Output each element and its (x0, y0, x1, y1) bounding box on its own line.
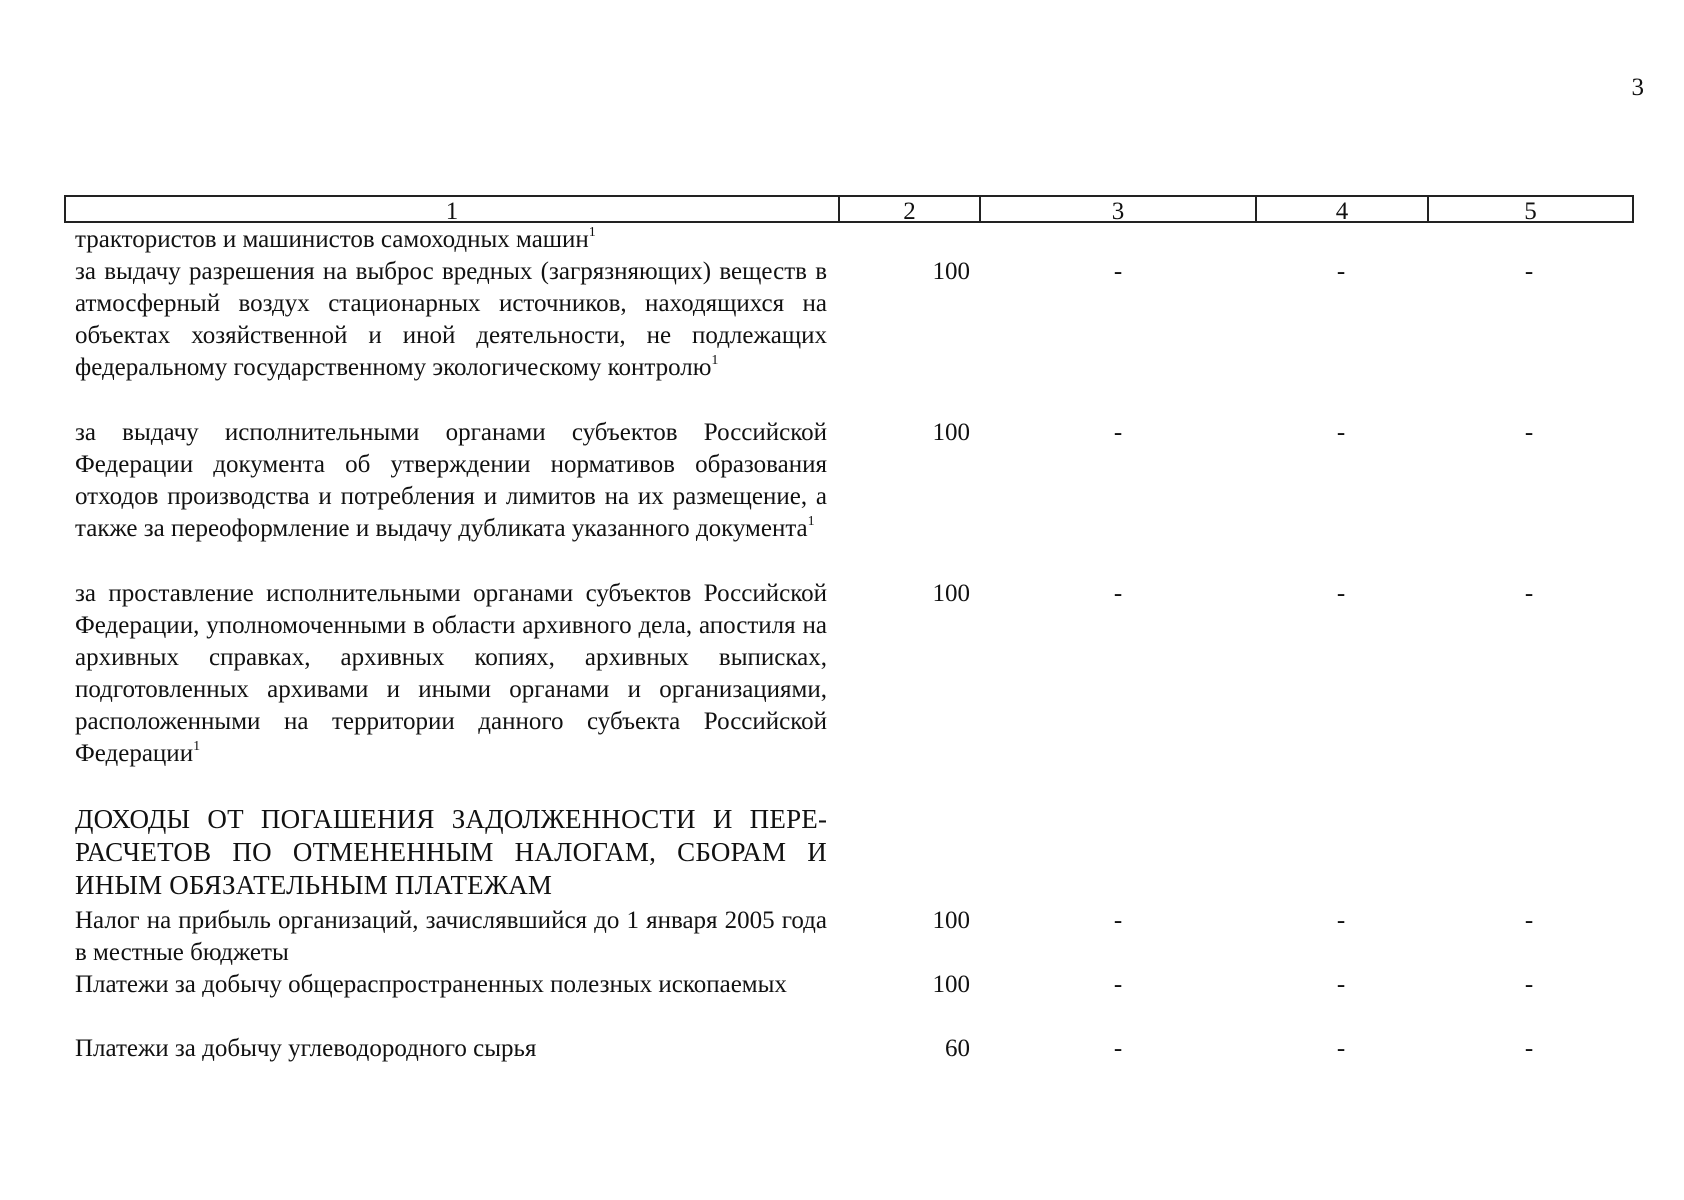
row-value-col4: - (1336, 1035, 1346, 1062)
row-value-col5: - (1524, 419, 1534, 446)
footnote-mark: 1 (588, 225, 596, 240)
row-value-col5: - (1524, 907, 1534, 934)
row-value-col3: - (1113, 419, 1123, 446)
row-description: за проставление исполнительными органами субъектов Российской Федерации, уполномоченными в области архивного дела, апостиля на архивных справках, архивных копиях, архивных выписках, подготовленных архивами и иными органами и организациями, расположенными на территории данного субъекта Российской Федерации$^1$ (75, 580, 827, 767)
row-value-col2: 100 (932, 580, 970, 607)
row-value-col4: - (1336, 258, 1346, 285)
row-value-col4: - (1336, 580, 1346, 607)
footnote-mark: 1 (807, 514, 815, 529)
row-value-col4: - (1336, 419, 1346, 446)
row-value-col5: - (1524, 580, 1534, 607)
footnote-mark: 1 (711, 353, 719, 368)
row-value-col3: - (1113, 971, 1123, 998)
footnote-mark: 1 (193, 739, 201, 754)
column-number-5: 5 (1524, 198, 1537, 225)
row-value-col2: 60 (945, 1035, 970, 1062)
column-number-2: 2 (840, 197, 981, 221)
section-heading: ДОХОДЫ ОТ ПОГАШЕНИЯ ЗАДОЛЖЕННОСТИ И ПЕРЕРАСЧЕТОВ ПО ОТМЕНЕННЫМ НАЛОГАМ, СБОРАМ И ИНЫМ ОБЯЗАТЕЛЬНЫМ ПЛАТЕЖАМ (75, 804, 827, 900)
row-value-col3: - (1113, 1035, 1123, 1062)
row-value-col4: - (1336, 971, 1346, 998)
row-value-col5: - (1524, 1035, 1534, 1062)
row-description: трактористов и машинистов самоходных машин$^1$ (75, 225, 596, 253)
row-value-col5: - (1524, 971, 1534, 998)
row-value-col3: - (1113, 907, 1123, 934)
column-number-4: 4 (1257, 197, 1429, 221)
row-value-col3: - (1113, 580, 1123, 607)
column-number-3: 3 (981, 197, 1257, 221)
row-value-col2: 100 (932, 258, 970, 285)
row-description: Платежи за добычу общераспространенных полезных ископаемых (75, 971, 787, 998)
page-number: 3 (1631, 74, 1644, 101)
row-value-col3: - (1113, 258, 1123, 285)
row-value-col2: 100 (932, 419, 970, 446)
row-description: за выдачу разрешения на выброс вредных (загрязняющих) веществ в атмосферный воздух стационарных источников, находящихся на объектах хозяйственной и иной деятельности, не подлежащих федеральному государственному экологическому контролю$^1$ (75, 258, 827, 381)
row-value-col2: 100 (932, 971, 970, 998)
row-description: за выдачу исполнительными органами субъектов Российской Федерации документа об утверждении нормативов образования отходов производства и потребления и лимитов на их размещение, а также за переоформление и выдачу дубликата указанного документа$^1$ (75, 419, 827, 542)
row-value-col5: - (1524, 258, 1534, 285)
table-column-header (64, 195, 1634, 223)
row-value-col4: - (1336, 907, 1346, 934)
column-number-1: 1 (66, 197, 840, 221)
row-description: Налог на прибыль организаций, зачислявшийся до 1 января 2005 года в местные бюджеты (75, 907, 827, 966)
row-description: Платежи за добычу углеводородного сырья (75, 1035, 537, 1062)
row-value-col2: 100 (932, 907, 970, 934)
